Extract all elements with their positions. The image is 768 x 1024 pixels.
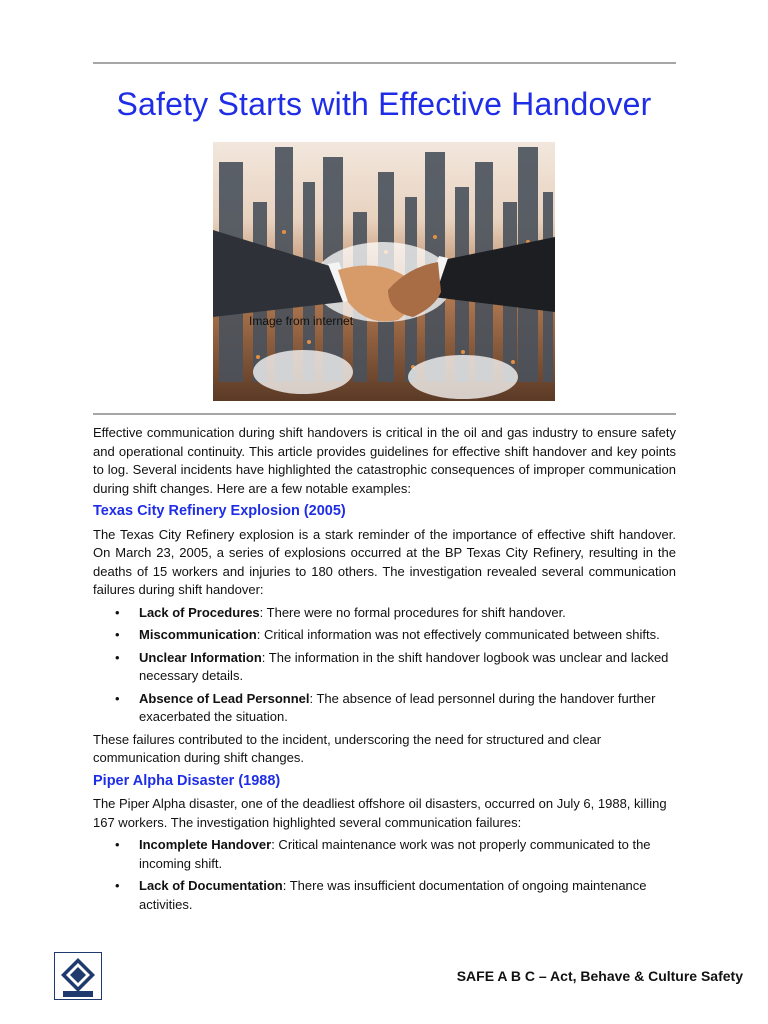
list-item-term: Lack of Procedures	[139, 604, 260, 620]
list-item-term: Lack of Documentation	[139, 878, 283, 893]
texas-city-closing: These failures contributed to the incident, underscoring the need for structured and clear communication during shift changes.	[93, 731, 602, 765]
section-rule	[93, 413, 676, 415]
top-rule	[93, 62, 676, 64]
intro-paragraph: Effective communication during shift handovers is critical in the oil and gas industry to ensure safety and operational continuity. This article provides guidelines for effective shift handover and key points to log. Several incidents have highlighted the catastrophic consequences of improper communication during shift changes. Here are a few notable examples:	[93, 425, 676, 496]
texas-city-paragraph: The Texas City Refinery explosion is a stark reminder of the importance of effective shift handover. On March 23, 2005, a series of explosions occurred at the BP Texas City Refinery, resulting in the deaths of 15 workers and injuries to 180 others. The investigation revealed several communication failures during shift handover:	[93, 526, 676, 597]
list-item	[93, 626, 676, 645]
hero-image	[213, 142, 555, 401]
list-item-text: : The information in the shift handover logbook was unclear and lacked necessary details.	[139, 649, 669, 683]
list-item	[93, 877, 676, 914]
list-item-text: : Critical maintenance work was not properly communicated to the incoming shift.	[139, 837, 651, 871]
list-item-term: Miscommunication	[139, 627, 257, 642]
list-item	[93, 604, 676, 623]
list-item-term: Absence of Lead Personnel	[139, 690, 310, 706]
bullet-icon: •	[115, 878, 120, 893]
safe-abc-logo	[54, 952, 102, 1000]
logo-emblem-icon	[55, 953, 101, 999]
list-item-text: : There were no formal procedures for shift handover.	[259, 604, 566, 620]
list-item-term: Incomplete Handover	[139, 837, 272, 852]
bullet-icon: •	[115, 627, 120, 642]
article-body	[93, 424, 676, 918]
list-item-text: : There was insufficient documentation of ongoing maintenance activities.	[139, 878, 647, 912]
list-item	[93, 690, 676, 727]
texas-city-failures-list	[93, 604, 676, 727]
bullet-icon: •	[115, 604, 120, 620]
list-item-text: : The absence of lead personnel during the handover further exacerbated the situation.	[139, 690, 656, 724]
section-heading-piper-alpha: Piper Alpha Disaster (1988)	[93, 772, 281, 789]
piper-alpha-failures-list	[93, 836, 676, 914]
bullet-icon: •	[115, 649, 120, 665]
image-caption: Image from internet	[249, 314, 354, 328]
list-item	[93, 836, 676, 873]
list-item-term: Unclear Information	[139, 649, 262, 665]
piper-alpha-paragraph: The Piper Alpha disaster, one of the deadliest offshore oil disasters, occurred on July 6, 1988, killing 167 workers. The investigation highlighted several communication failures:	[93, 796, 667, 830]
bullet-icon: •	[115, 690, 120, 706]
page-title: Safety Starts with Effective Handover	[116, 86, 652, 122]
footer-tagline: SAFE A B C – Act, Behave & Culture Safety	[456, 968, 743, 984]
list-item	[93, 649, 676, 686]
refinery-handshake-illustration	[213, 142, 555, 401]
list-item-text: : Critical information was not effectively communicated between shifts.	[256, 627, 660, 642]
bullet-icon: •	[115, 837, 120, 852]
section-heading-texas-city: Texas City Refinery Explosion (2005)	[93, 503, 346, 519]
